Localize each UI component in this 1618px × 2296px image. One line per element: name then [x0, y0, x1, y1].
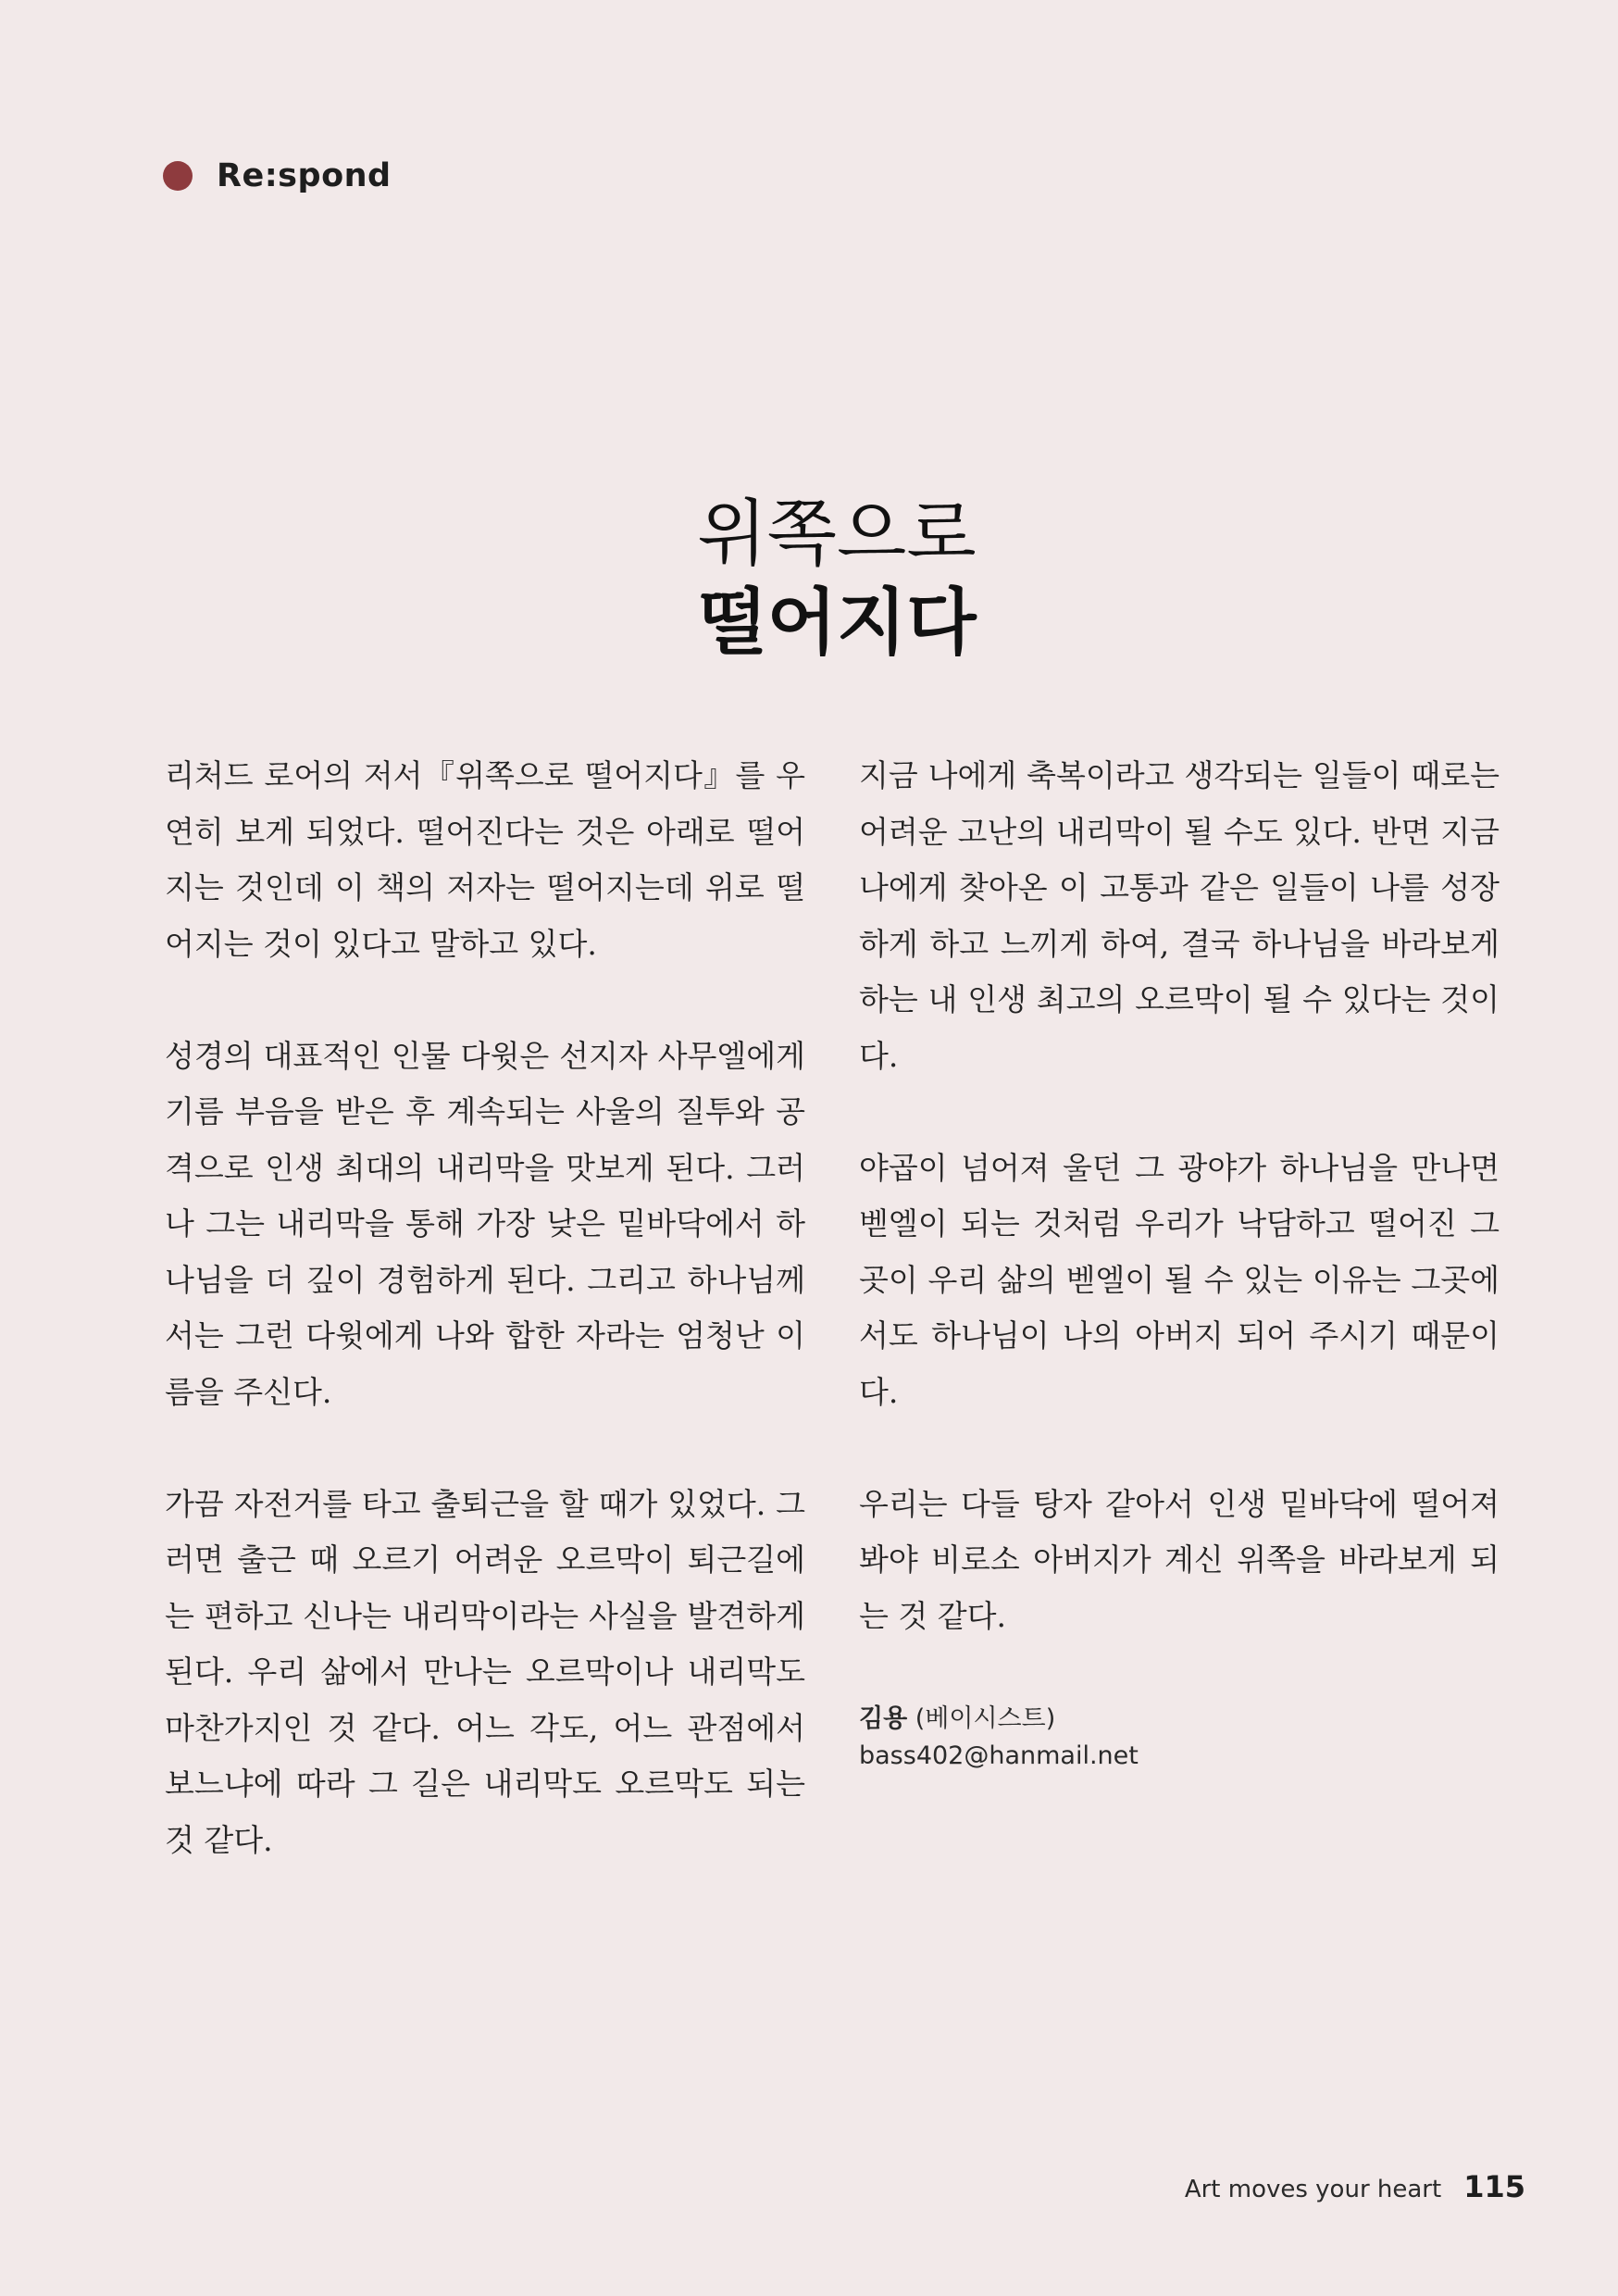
author-role: (베이시스트) — [915, 1703, 1056, 1733]
title-line-1: 위쪽으로 — [697, 493, 977, 576]
section-label: Re:spond — [217, 157, 392, 194]
page-number: 115 — [1463, 2169, 1525, 2204]
section-header — [163, 157, 392, 194]
left-column — [165, 748, 805, 1925]
page-footer — [1185, 2169, 1525, 2204]
paragraph: 야곱이 넘어져 울던 그 광야가 하나님을 만나면 벧엘이 되는 것처럼 우리가 낙담하고 떨어진 그곳이 우리 삶의 벧엘이 될 수 있는 이유는 그곳에서도 하나님이 나의 아버지 되어 주시기 때문이다. — [859, 1149, 1500, 1410]
title-line-2: 떨어지다 — [697, 580, 977, 665]
article-title — [0, 491, 1618, 667]
bullet-dot-icon — [163, 161, 193, 191]
author-email: bass402@hanmail.net — [859, 1741, 1139, 1770]
paragraph: 가끔 자전거를 타고 출퇴근을 할 때가 있었다. 그러면 출근 때 오르기 어려운 오르막이 퇴근길에는 편하고 신나는 내리막이라는 사실을 발견하게 된다. 우리 삶에서 만나는 오르막이나 내리막도 마찬가지인 것 같다. 어느 각도, 어느 관점에서 보느냐에 따라 그 길은 내리막도 오르막도 되는 것 같다. — [165, 1485, 805, 1858]
paragraph: 리처드 로어의 저서『위쪽으로 떨어지다』를 우연히 보게 되었다. 떨어진다는 것은 아래로 떨어지는 것인데 이 책의 저자는 떨어지는데 위로 떨어지는 것이 있다고 말하고 있다. — [165, 757, 805, 962]
paragraph: 지금 나에게 축복이라고 생각되는 일들이 때로는 어려운 고난의 내리막이 될 수도 있다. 반면 지금 나에게 찾아온 이 고통과 같은 일들이 나를 성장하게 하고 느끼게 하여, 결국 하나님을 바라보게 하는 내 인생 최고의 오르막이 될 수 있다는 것이다. — [859, 757, 1500, 1074]
author-name: 김용 — [859, 1703, 908, 1733]
footer-tagline: Art moves your heart — [1184, 2176, 1442, 2203]
paragraph: 성경의 대표적인 인물 다윗은 선지자 사무엘에게 기름 부음을 받은 후 계속되는 사울의 질투와 공격으로 인생 최대의 내리막을 맛보게 된다. 그러나 그는 내리막을 통해 가장 낮은 밑바닥에서 하나님을 더 깊이 경험하게 된다. 그리고 하나님께서는 그런 다윗에게 나와 합한 자라는 엄청난 이름을 주신다. — [165, 1037, 805, 1410]
author-credit — [859, 1701, 1500, 1775]
right-column — [859, 748, 1500, 1775]
paragraph: 우리는 다들 탕자 같아서 인생 밑바닥에 떨어져 봐야 비로소 아버지가 계신 위쪽을 바라보게 되는 것 같다. — [859, 1485, 1500, 1634]
